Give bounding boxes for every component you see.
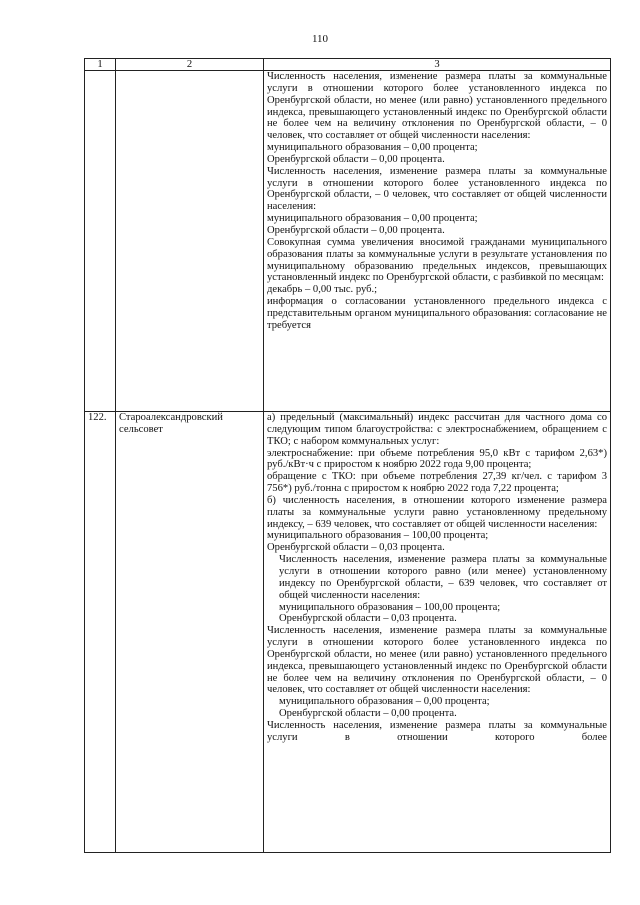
paragraph: Оренбургской области – 0,03 процента.	[279, 613, 457, 625]
paragraph: муниципального образования – 0,00 процента;	[267, 142, 478, 154]
paragraph: Численность населения, изменение размера платы за коммунальные услуги в отношении которого более	[267, 719, 607, 743]
paragraph: информация о согласовании установленного предельного индекса с представительным органом муниципального образования: согласование не требуется	[267, 296, 607, 331]
paragraph: Численность населения, изменение размера платы за коммунальные услуги в отношении которого более установленного индекса по Оренбургской области, – 0 человек, что составляет от общей численности населения:	[267, 165, 607, 213]
paragraph: Численность населения, изменение размера платы за коммунальные услуги в отношении которого равно (или менее) установленному индексу по Оренбургской области, – 639 человек, что составляет от общей численности населения:	[279, 554, 607, 601]
paragraph: муниципального образования – 100,00 процента;	[267, 530, 489, 542]
paragraph: Численность населения, изменение размера платы за коммунальные услуги в отношении которого более установленного индекса по Оренбургской области, но менее (или равно) установленного предельного индекса, превышающего установленный индекс по Оренбургской области не более чем на величину отклонения по Оренбургской области, – 0 человек, что составляет от общей численности населения:	[267, 625, 607, 696]
paragraph: обращение с ТКО: при объеме потребления 27,39 кг/чел. с тарифом 3 756*) руб./тонна с приростом к ноябрю 2022 года 7,22 процента;	[267, 471, 607, 495]
paragraph: муниципального образования – 0,00 процента;	[267, 213, 478, 225]
table-row-continuation	[85, 71, 611, 412]
row-content-cell	[264, 412, 611, 853]
data-table	[84, 58, 611, 853]
paragraph: Совокупная сумма увеличения вносимой гражданами муниципального образования платы за коммунальные услуги в результате установления по муниципальному образованию предельных индексов, превышающих установленный индекс по Оренбургской области, с разбивкой по месяцам:	[267, 236, 607, 284]
row-name-cell: Староалександровский сельсовет	[116, 412, 264, 853]
row-content-cell	[264, 71, 611, 412]
row-number-cell: 122.	[85, 412, 116, 853]
paragraph: Численность населения, изменение размера платы за коммунальные услуги в отношении которого более установленного индекса по Оренбургской области, но менее (или равно) установленного предельного индекса, превышающего установленный индекс по Оренбургской области не более чем на величину отклонения по Оренбургской области, – 0 человек, что составляет от общей численности населения:	[267, 71, 607, 142]
paragraph: Оренбургской области – 0,00 процента.	[279, 708, 457, 720]
paragraph: электроснабжение: при объеме потребления 95,0 кВт с тарифом 2,63*) руб./кВт·ч с приростом к ноябрю 2022 года 9,00 процента;	[267, 447, 607, 471]
row-number-cell	[85, 71, 116, 412]
column-header-1: 1	[85, 59, 116, 71]
paragraph: Оренбургской области – 0,00 процента.	[267, 153, 445, 165]
paragraph: декабрь – 0,00 тыс. руб.;	[267, 284, 378, 296]
row-name-cell	[116, 71, 264, 412]
paragraph: Оренбургской области – 0,00 процента.	[267, 224, 445, 236]
paragraph: муниципального образования – 0,00 процента;	[279, 696, 490, 708]
column-header-3: 3	[264, 59, 611, 71]
column-header-2: 2	[116, 59, 264, 71]
paragraph: а) предельный (максимальный) индекс рассчитан для частного дома со следующим типом благоустройства: с электроснабжением, обращением с ТКО; с набором коммунальных услуг:	[267, 412, 607, 447]
paragraph: муниципального образования – 100,00 процента;	[279, 601, 501, 613]
table-header-row	[85, 59, 611, 71]
paragraph: Оренбургской области – 0,03 процента.	[267, 542, 445, 554]
paragraph: б) численность населения, в отношении которого изменение размера платы за коммунальные услуги равно установленному предельному индексу, – 639 человек, что составляет от общей численности населения:	[267, 494, 607, 530]
table-row-122	[85, 412, 611, 853]
page-number: 110	[311, 33, 329, 45]
